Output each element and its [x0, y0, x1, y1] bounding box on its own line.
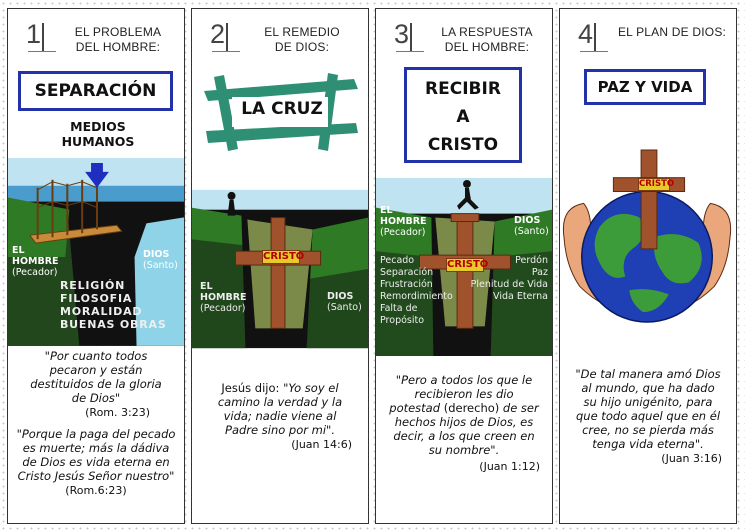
keyword-paz-y-vida: PAZ Y VIDA	[584, 69, 706, 105]
panel-heading: EL REMEDIO DE DIOS:	[264, 25, 340, 54]
number-bar-icon	[410, 23, 412, 51]
man-figure-icon	[228, 192, 236, 200]
panel-number: 2	[210, 19, 226, 49]
world-hands-illustration	[560, 137, 736, 337]
man-label: EL HOMBRE (Pecador)	[12, 245, 59, 278]
god-label: DIOS (Santo)	[327, 291, 362, 313]
verse-rom-6-23: "Porque la paga del pecado es muerte; más la dádiva de Dios es vida eterna en Cristo Jesús Señor nuestro" (Rom.6:23)	[16, 427, 176, 497]
efforts-list: RELIGIÓN FILOSOFIA MORALIDAD BUENAS OBRAS	[60, 279, 167, 331]
panel-heading: EL PROBLEMA DEL HOMBRE:	[74, 25, 162, 54]
panel-number: 3	[394, 19, 410, 49]
number-underline	[396, 51, 424, 52]
number-bar-icon	[594, 23, 596, 51]
sin-list: Pecado Separación Frustración Remordimiento Falta de Propósito	[380, 255, 453, 326]
keyword-separacion: SEPARACIÓN	[18, 71, 173, 111]
cristo-label: CRISTO	[263, 251, 305, 262]
god-label: DIOS (Santo)	[143, 249, 178, 271]
verse-juan-1-12: "Pero a todos los que le recibieron les dio potestad (derecho) de ser hechos hijos de Dios, es decir, a los que creen en su nombre". (Juan 1:12)	[389, 373, 540, 473]
man-label: EL HOMBRE (Pecador)	[380, 205, 427, 238]
cross-bridge-illustration	[192, 189, 368, 349]
means-label: MEDIOS HUMANOS	[61, 119, 135, 149]
panel-1-problem	[7, 8, 185, 524]
verse-rom-3-23: "Por cuanto todos pecaron y están destituidos de la gloria de Dios" (Rom. 3:23)	[30, 349, 162, 419]
cross-icon	[641, 150, 657, 249]
panel-2-remedy	[191, 8, 369, 524]
panel-3-response	[375, 8, 553, 524]
number-bar-icon	[42, 23, 44, 51]
cristo-label: CRISTO	[447, 259, 489, 270]
number-underline	[580, 51, 608, 52]
number-underline	[212, 51, 240, 52]
number-underline	[28, 51, 56, 52]
panel-number: 1	[26, 19, 42, 49]
keyword-la-cruz: LA CRUZ	[241, 99, 323, 119]
blessings-list: Perdón Paz Plenitud de Vida Vida Eterna	[470, 255, 548, 302]
panel-heading: LA RESPUESTA DEL HOMBRE:	[441, 25, 533, 54]
verse-juan-3-16: "De tal manera amó Dios al mundo, que ha dado su hijo unigénito, para que todo aquel que en él cree, no se pierda más tenga vida eterna". (Juan 3:16)	[575, 367, 722, 465]
god-label: DIOS (Santo)	[514, 215, 549, 237]
number-bar-icon	[226, 23, 228, 51]
cristo-label: CRISTO	[639, 179, 675, 189]
panel-number: 4	[578, 19, 594, 49]
verse-juan-14-6: Jesús dijo: "Yo soy el camino la verdad y la vida; nadie viene al Padre sino por mi". (Juan 14:6)	[217, 381, 352, 451]
running-man-icon	[463, 180, 471, 188]
panel-4-plan	[559, 8, 737, 524]
man-label: EL HOMBRE (Pecador)	[200, 281, 247, 314]
keyword-recibir-a-cristo: RECIBIR A CRISTO	[404, 67, 522, 163]
panel-heading: EL PLAN DE DIOS:	[617, 25, 727, 39]
